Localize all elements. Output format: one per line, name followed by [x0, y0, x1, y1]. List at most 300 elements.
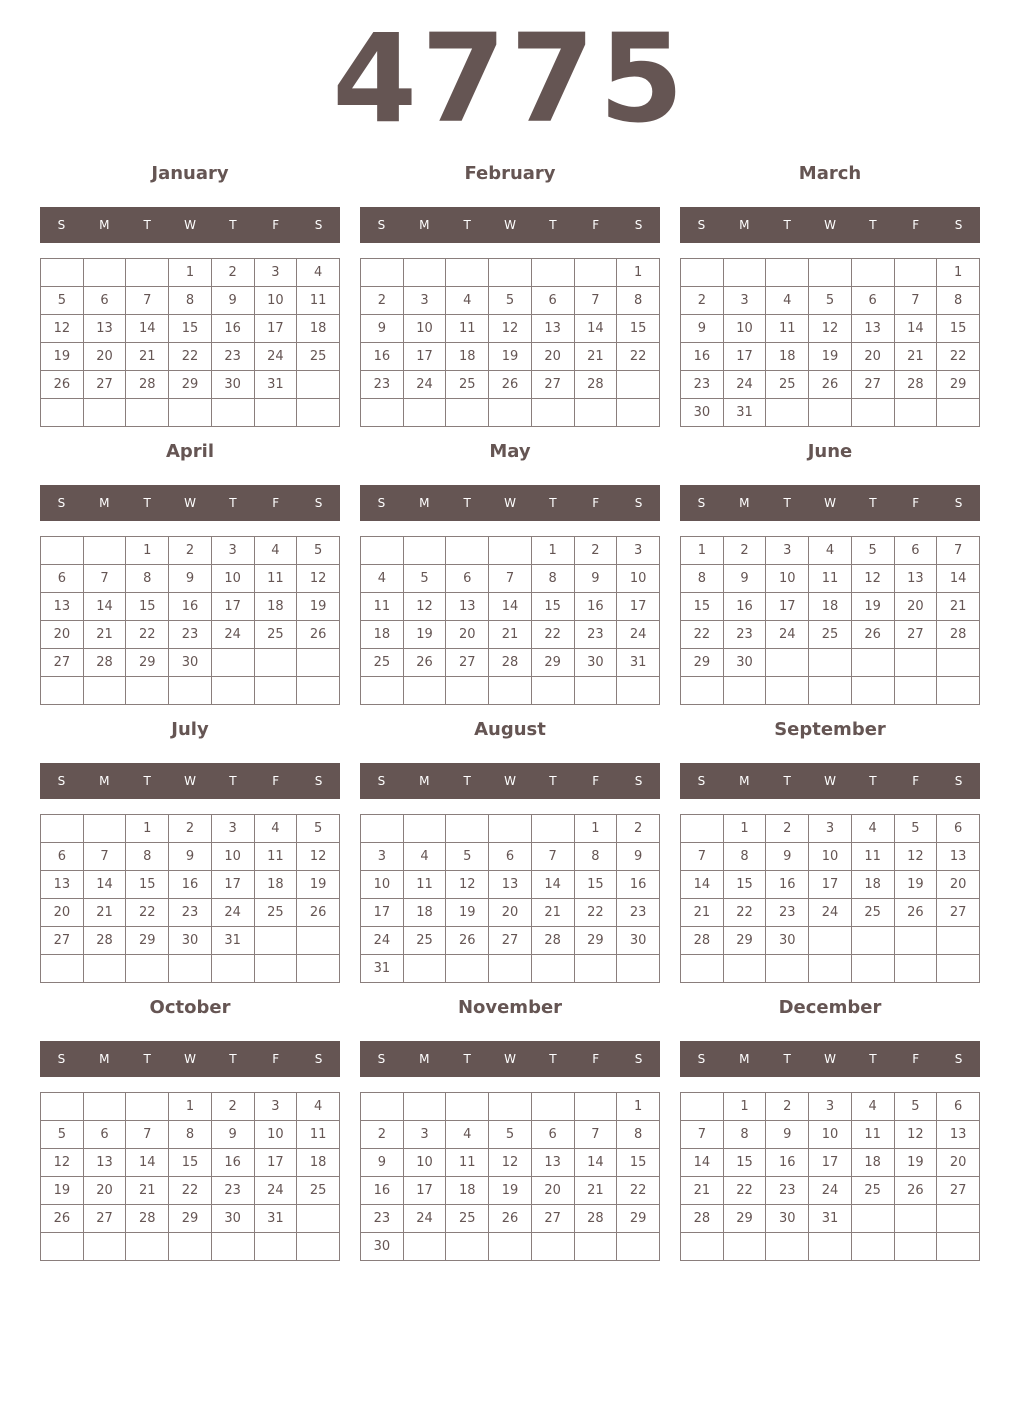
empty-day-cell	[446, 259, 489, 287]
empty-day-cell	[766, 1233, 809, 1261]
day-cell: 11	[809, 565, 852, 593]
month-name: September	[774, 719, 886, 740]
week-row	[41, 371, 340, 399]
week-row	[361, 955, 660, 983]
day-cell: 20	[489, 899, 532, 927]
day-cell: 20	[83, 1177, 126, 1205]
day-cell: 14	[574, 315, 617, 343]
weekday-label: S	[377, 218, 386, 232]
day-cell: 17	[617, 593, 660, 621]
day-cell: 2	[361, 1121, 404, 1149]
day-cell: 6	[937, 1093, 980, 1121]
empty-day-cell	[126, 955, 169, 983]
day-cell: 22	[126, 899, 169, 927]
day-cell: 24	[254, 1177, 297, 1205]
empty-day-cell	[574, 1093, 617, 1121]
day-cell: 5	[489, 1121, 532, 1149]
empty-day-cell	[894, 399, 937, 427]
day-cell: 3	[254, 259, 297, 287]
week-row	[681, 371, 980, 399]
weekday-label: T	[783, 218, 791, 232]
day-cell: 10	[403, 315, 446, 343]
weekday-label: M	[419, 1052, 430, 1066]
empty-day-cell	[446, 677, 489, 705]
week-row	[41, 1233, 340, 1261]
day-cell: 15	[169, 1149, 212, 1177]
weekday-label: T	[869, 1052, 877, 1066]
empty-day-cell	[937, 399, 980, 427]
day-cell: 15	[723, 871, 766, 899]
empty-day-cell	[297, 399, 340, 427]
day-cell: 4	[297, 1093, 340, 1121]
day-cell: 25	[809, 621, 852, 649]
weekday-label: T	[463, 218, 471, 232]
day-cell: 18	[766, 343, 809, 371]
day-cell: 8	[723, 1121, 766, 1149]
day-cell: 5	[41, 287, 84, 315]
day-cell: 16	[211, 1149, 254, 1177]
weekday-label: S	[697, 218, 706, 232]
day-cell: 11	[851, 843, 894, 871]
empty-day-cell	[403, 399, 446, 427]
empty-day-cell	[403, 955, 446, 983]
weekday-label: M	[99, 218, 110, 232]
day-cell: 16	[169, 593, 212, 621]
day-cell: 1	[723, 815, 766, 843]
week-row	[361, 1149, 660, 1177]
empty-day-cell	[361, 399, 404, 427]
day-cell: 16	[361, 1177, 404, 1205]
week-row	[361, 287, 660, 315]
weekday-label: S	[697, 496, 706, 510]
empty-day-cell	[937, 677, 980, 705]
day-cell: 14	[83, 593, 126, 621]
week-row	[41, 315, 340, 343]
day-cell: 5	[41, 1121, 84, 1149]
empty-day-cell	[809, 399, 852, 427]
day-cell: 8	[723, 843, 766, 871]
weekday-label: T	[869, 496, 877, 510]
day-cell: 15	[937, 315, 980, 343]
empty-day-cell	[894, 1205, 937, 1233]
day-cell: 20	[83, 343, 126, 371]
day-grid	[360, 258, 660, 427]
weekday-header	[680, 207, 980, 243]
day-cell: 5	[297, 815, 340, 843]
day-cell: 16	[766, 1149, 809, 1177]
day-cell: 23	[361, 371, 404, 399]
day-cell: 9	[169, 565, 212, 593]
day-cell: 16	[723, 593, 766, 621]
day-cell: 2	[681, 287, 724, 315]
weekday-label: F	[272, 774, 280, 788]
day-cell: 4	[254, 815, 297, 843]
day-cell: 5	[894, 1093, 937, 1121]
day-cell: 24	[723, 371, 766, 399]
day-cell: 17	[809, 871, 852, 899]
empty-day-cell	[681, 259, 724, 287]
week-row	[361, 649, 660, 677]
day-cell: 22	[723, 1177, 766, 1205]
week-row	[361, 843, 660, 871]
weekday-label: M	[419, 496, 430, 510]
weekday-label: F	[272, 496, 280, 510]
week-row	[681, 565, 980, 593]
week-row	[681, 1121, 980, 1149]
day-cell: 29	[723, 1205, 766, 1233]
week-row	[41, 343, 340, 371]
empty-day-cell	[574, 1233, 617, 1261]
week-row	[361, 371, 660, 399]
weekday-label: T	[549, 1052, 557, 1066]
empty-day-cell	[851, 259, 894, 287]
day-cell: 4	[851, 815, 894, 843]
day-cell: 29	[681, 649, 724, 677]
day-cell: 11	[766, 315, 809, 343]
day-cell: 21	[531, 899, 574, 927]
weekday-label: F	[592, 218, 600, 232]
day-cell: 2	[723, 537, 766, 565]
empty-day-cell	[126, 399, 169, 427]
empty-day-cell	[681, 677, 724, 705]
week-row	[41, 927, 340, 955]
day-cell: 15	[617, 1149, 660, 1177]
day-cell: 25	[403, 927, 446, 955]
week-row	[681, 899, 980, 927]
week-row	[681, 1149, 980, 1177]
day-cell: 31	[361, 955, 404, 983]
weekday-header	[680, 485, 980, 521]
day-cell: 11	[851, 1121, 894, 1149]
weekday-label: W	[184, 496, 196, 510]
day-cell: 16	[361, 343, 404, 371]
day-cell: 16	[681, 343, 724, 371]
day-cell: 26	[894, 899, 937, 927]
week-row	[361, 677, 660, 705]
day-cell: 14	[489, 593, 532, 621]
day-grid	[680, 536, 980, 705]
day-cell: 1	[169, 259, 212, 287]
day-cell: 20	[531, 1177, 574, 1205]
day-cell: 9	[681, 315, 724, 343]
day-cell: 14	[681, 871, 724, 899]
empty-day-cell	[681, 1093, 724, 1121]
day-cell: 18	[851, 871, 894, 899]
week-row	[361, 1121, 660, 1149]
day-cell: 29	[617, 1205, 660, 1233]
empty-day-cell	[809, 955, 852, 983]
empty-day-cell	[617, 371, 660, 399]
week-row	[41, 843, 340, 871]
weekday-label: S	[954, 218, 963, 232]
day-cell: 5	[894, 815, 937, 843]
day-cell: 2	[766, 815, 809, 843]
day-cell: 11	[361, 593, 404, 621]
day-cell: 29	[126, 649, 169, 677]
empty-day-cell	[254, 955, 297, 983]
weekday-label: F	[592, 774, 600, 788]
day-cell: 3	[809, 1093, 852, 1121]
empty-day-cell	[851, 955, 894, 983]
weekday-label: T	[869, 218, 877, 232]
day-cell: 20	[531, 343, 574, 371]
day-cell: 1	[531, 537, 574, 565]
day-cell: 25	[766, 371, 809, 399]
empty-day-cell	[126, 677, 169, 705]
day-cell: 19	[489, 343, 532, 371]
day-cell: 20	[41, 899, 84, 927]
day-cell: 10	[723, 315, 766, 343]
week-row	[41, 955, 340, 983]
day-grid	[40, 536, 340, 705]
day-cell: 18	[403, 899, 446, 927]
weekday-label: T	[229, 218, 237, 232]
day-cell: 9	[766, 843, 809, 871]
day-cell: 7	[126, 1121, 169, 1149]
day-cell: 19	[809, 343, 852, 371]
day-cell: 19	[41, 1177, 84, 1205]
day-cell: 21	[574, 343, 617, 371]
day-cell: 27	[41, 649, 84, 677]
weekday-label: T	[869, 774, 877, 788]
day-cell: 27	[937, 899, 980, 927]
weekday-label: M	[739, 218, 750, 232]
day-cell: 9	[361, 315, 404, 343]
day-cell: 25	[254, 621, 297, 649]
weekday-header	[40, 485, 340, 521]
day-cell: 14	[681, 1149, 724, 1177]
week-row	[41, 399, 340, 427]
empty-day-cell	[446, 399, 489, 427]
day-cell: 10	[211, 565, 254, 593]
day-cell: 4	[446, 1121, 489, 1149]
empty-day-cell	[169, 677, 212, 705]
day-cell: 4	[254, 537, 297, 565]
week-row	[361, 399, 660, 427]
empty-day-cell	[531, 815, 574, 843]
empty-day-cell	[531, 1093, 574, 1121]
day-cell: 30	[617, 927, 660, 955]
empty-day-cell	[766, 399, 809, 427]
day-cell: 31	[723, 399, 766, 427]
weekday-label: T	[549, 774, 557, 788]
empty-day-cell	[211, 677, 254, 705]
day-cell: 28	[894, 371, 937, 399]
empty-day-cell	[617, 677, 660, 705]
weekday-label: W	[824, 496, 836, 510]
weekday-label: S	[57, 774, 66, 788]
day-cell: 2	[211, 1093, 254, 1121]
day-cell: 12	[489, 315, 532, 343]
empty-day-cell	[41, 1093, 84, 1121]
day-cell: 6	[894, 537, 937, 565]
week-row	[681, 593, 980, 621]
day-cell: 3	[617, 537, 660, 565]
day-cell: 15	[574, 871, 617, 899]
day-cell: 26	[41, 1205, 84, 1233]
month-name: February	[464, 163, 556, 184]
day-grid	[360, 1092, 660, 1261]
day-cell: 3	[211, 537, 254, 565]
day-cell: 3	[723, 287, 766, 315]
day-cell: 29	[169, 1205, 212, 1233]
month-name: December	[778, 997, 882, 1018]
day-cell: 5	[403, 565, 446, 593]
day-cell: 9	[574, 565, 617, 593]
day-cell: 18	[446, 343, 489, 371]
day-cell: 30	[211, 1205, 254, 1233]
day-cell: 5	[851, 537, 894, 565]
week-row	[681, 677, 980, 705]
empty-day-cell	[254, 1233, 297, 1261]
day-cell: 23	[766, 1177, 809, 1205]
empty-day-cell	[809, 927, 852, 955]
day-cell: 4	[403, 843, 446, 871]
week-row	[681, 1205, 980, 1233]
empty-day-cell	[681, 815, 724, 843]
week-row	[361, 1205, 660, 1233]
month-name: July	[171, 719, 209, 740]
weekday-label: T	[783, 496, 791, 510]
week-row	[681, 1233, 980, 1261]
day-cell: 24	[211, 899, 254, 927]
day-cell: 12	[894, 1121, 937, 1149]
day-cell: 21	[126, 1177, 169, 1205]
weekday-label: M	[739, 774, 750, 788]
day-cell: 16	[211, 315, 254, 343]
weekday-label: F	[592, 1052, 600, 1066]
day-cell: 17	[211, 593, 254, 621]
day-cell: 13	[894, 565, 937, 593]
day-cell: 29	[574, 927, 617, 955]
day-cell: 19	[894, 1149, 937, 1177]
weekday-label: T	[143, 496, 151, 510]
day-cell: 6	[489, 843, 532, 871]
day-cell: 2	[211, 259, 254, 287]
week-row	[361, 593, 660, 621]
day-cell: 20	[851, 343, 894, 371]
day-cell: 12	[809, 315, 852, 343]
day-cell: 6	[83, 1121, 126, 1149]
week-row	[681, 815, 980, 843]
empty-day-cell	[83, 399, 126, 427]
day-cell: 28	[126, 371, 169, 399]
day-cell: 28	[681, 927, 724, 955]
empty-day-cell	[851, 649, 894, 677]
day-cell: 3	[403, 1121, 446, 1149]
day-cell: 17	[254, 315, 297, 343]
week-row	[681, 843, 980, 871]
day-cell: 30	[574, 649, 617, 677]
empty-day-cell	[894, 927, 937, 955]
empty-day-cell	[297, 1233, 340, 1261]
day-cell: 22	[531, 621, 574, 649]
day-cell: 2	[766, 1093, 809, 1121]
day-cell: 3	[254, 1093, 297, 1121]
day-cell: 28	[83, 927, 126, 955]
day-cell: 20	[894, 593, 937, 621]
empty-day-cell	[83, 1093, 126, 1121]
day-cell: 11	[297, 1121, 340, 1149]
day-cell: 29	[169, 371, 212, 399]
empty-day-cell	[723, 1233, 766, 1261]
empty-day-cell	[489, 537, 532, 565]
month-name: November	[457, 997, 563, 1018]
empty-day-cell	[361, 815, 404, 843]
day-cell: 1	[574, 815, 617, 843]
weekday-header	[360, 763, 660, 799]
empty-day-cell	[894, 259, 937, 287]
day-cell: 30	[723, 649, 766, 677]
day-cell: 18	[297, 1149, 340, 1177]
weekday-label: S	[314, 218, 323, 232]
empty-day-cell	[531, 399, 574, 427]
empty-day-cell	[297, 1205, 340, 1233]
weekday-label: T	[783, 774, 791, 788]
day-cell: 23	[169, 621, 212, 649]
day-cell: 11	[446, 315, 489, 343]
week-row	[681, 537, 980, 565]
empty-day-cell	[83, 677, 126, 705]
day-cell: 7	[83, 565, 126, 593]
day-cell: 26	[851, 621, 894, 649]
week-row	[681, 649, 980, 677]
day-cell: 24	[254, 343, 297, 371]
week-row	[41, 259, 340, 287]
day-cell: 26	[41, 371, 84, 399]
day-cell: 8	[617, 1121, 660, 1149]
day-cell: 14	[83, 871, 126, 899]
empty-day-cell	[723, 955, 766, 983]
empty-day-cell	[211, 955, 254, 983]
day-cell: 25	[446, 371, 489, 399]
empty-day-cell	[489, 399, 532, 427]
week-row	[361, 899, 660, 927]
day-cell: 10	[809, 843, 852, 871]
day-cell: 21	[574, 1177, 617, 1205]
day-cell: 13	[83, 315, 126, 343]
day-cell: 22	[169, 1177, 212, 1205]
day-cell: 7	[489, 565, 532, 593]
day-cell: 6	[937, 815, 980, 843]
empty-day-cell	[489, 815, 532, 843]
day-cell: 17	[403, 343, 446, 371]
day-cell: 23	[574, 621, 617, 649]
day-cell: 17	[809, 1149, 852, 1177]
day-cell: 17	[723, 343, 766, 371]
month-name: May	[489, 441, 531, 462]
day-cell: 18	[446, 1177, 489, 1205]
day-cell: 10	[254, 1121, 297, 1149]
week-row	[361, 537, 660, 565]
weekday-label: S	[377, 1052, 386, 1066]
day-cell: 8	[574, 843, 617, 871]
day-cell: 4	[851, 1093, 894, 1121]
day-cell: 6	[41, 565, 84, 593]
empty-day-cell	[851, 1205, 894, 1233]
year-title: 4775	[332, 8, 688, 150]
empty-day-cell	[403, 815, 446, 843]
day-cell: 15	[723, 1149, 766, 1177]
day-grid	[360, 814, 660, 983]
day-cell: 6	[41, 843, 84, 871]
weekday-label: M	[419, 774, 430, 788]
day-cell: 18	[254, 871, 297, 899]
weekday-label: S	[697, 1052, 706, 1066]
day-cell: 22	[126, 621, 169, 649]
empty-day-cell	[83, 955, 126, 983]
day-cell: 6	[446, 565, 489, 593]
